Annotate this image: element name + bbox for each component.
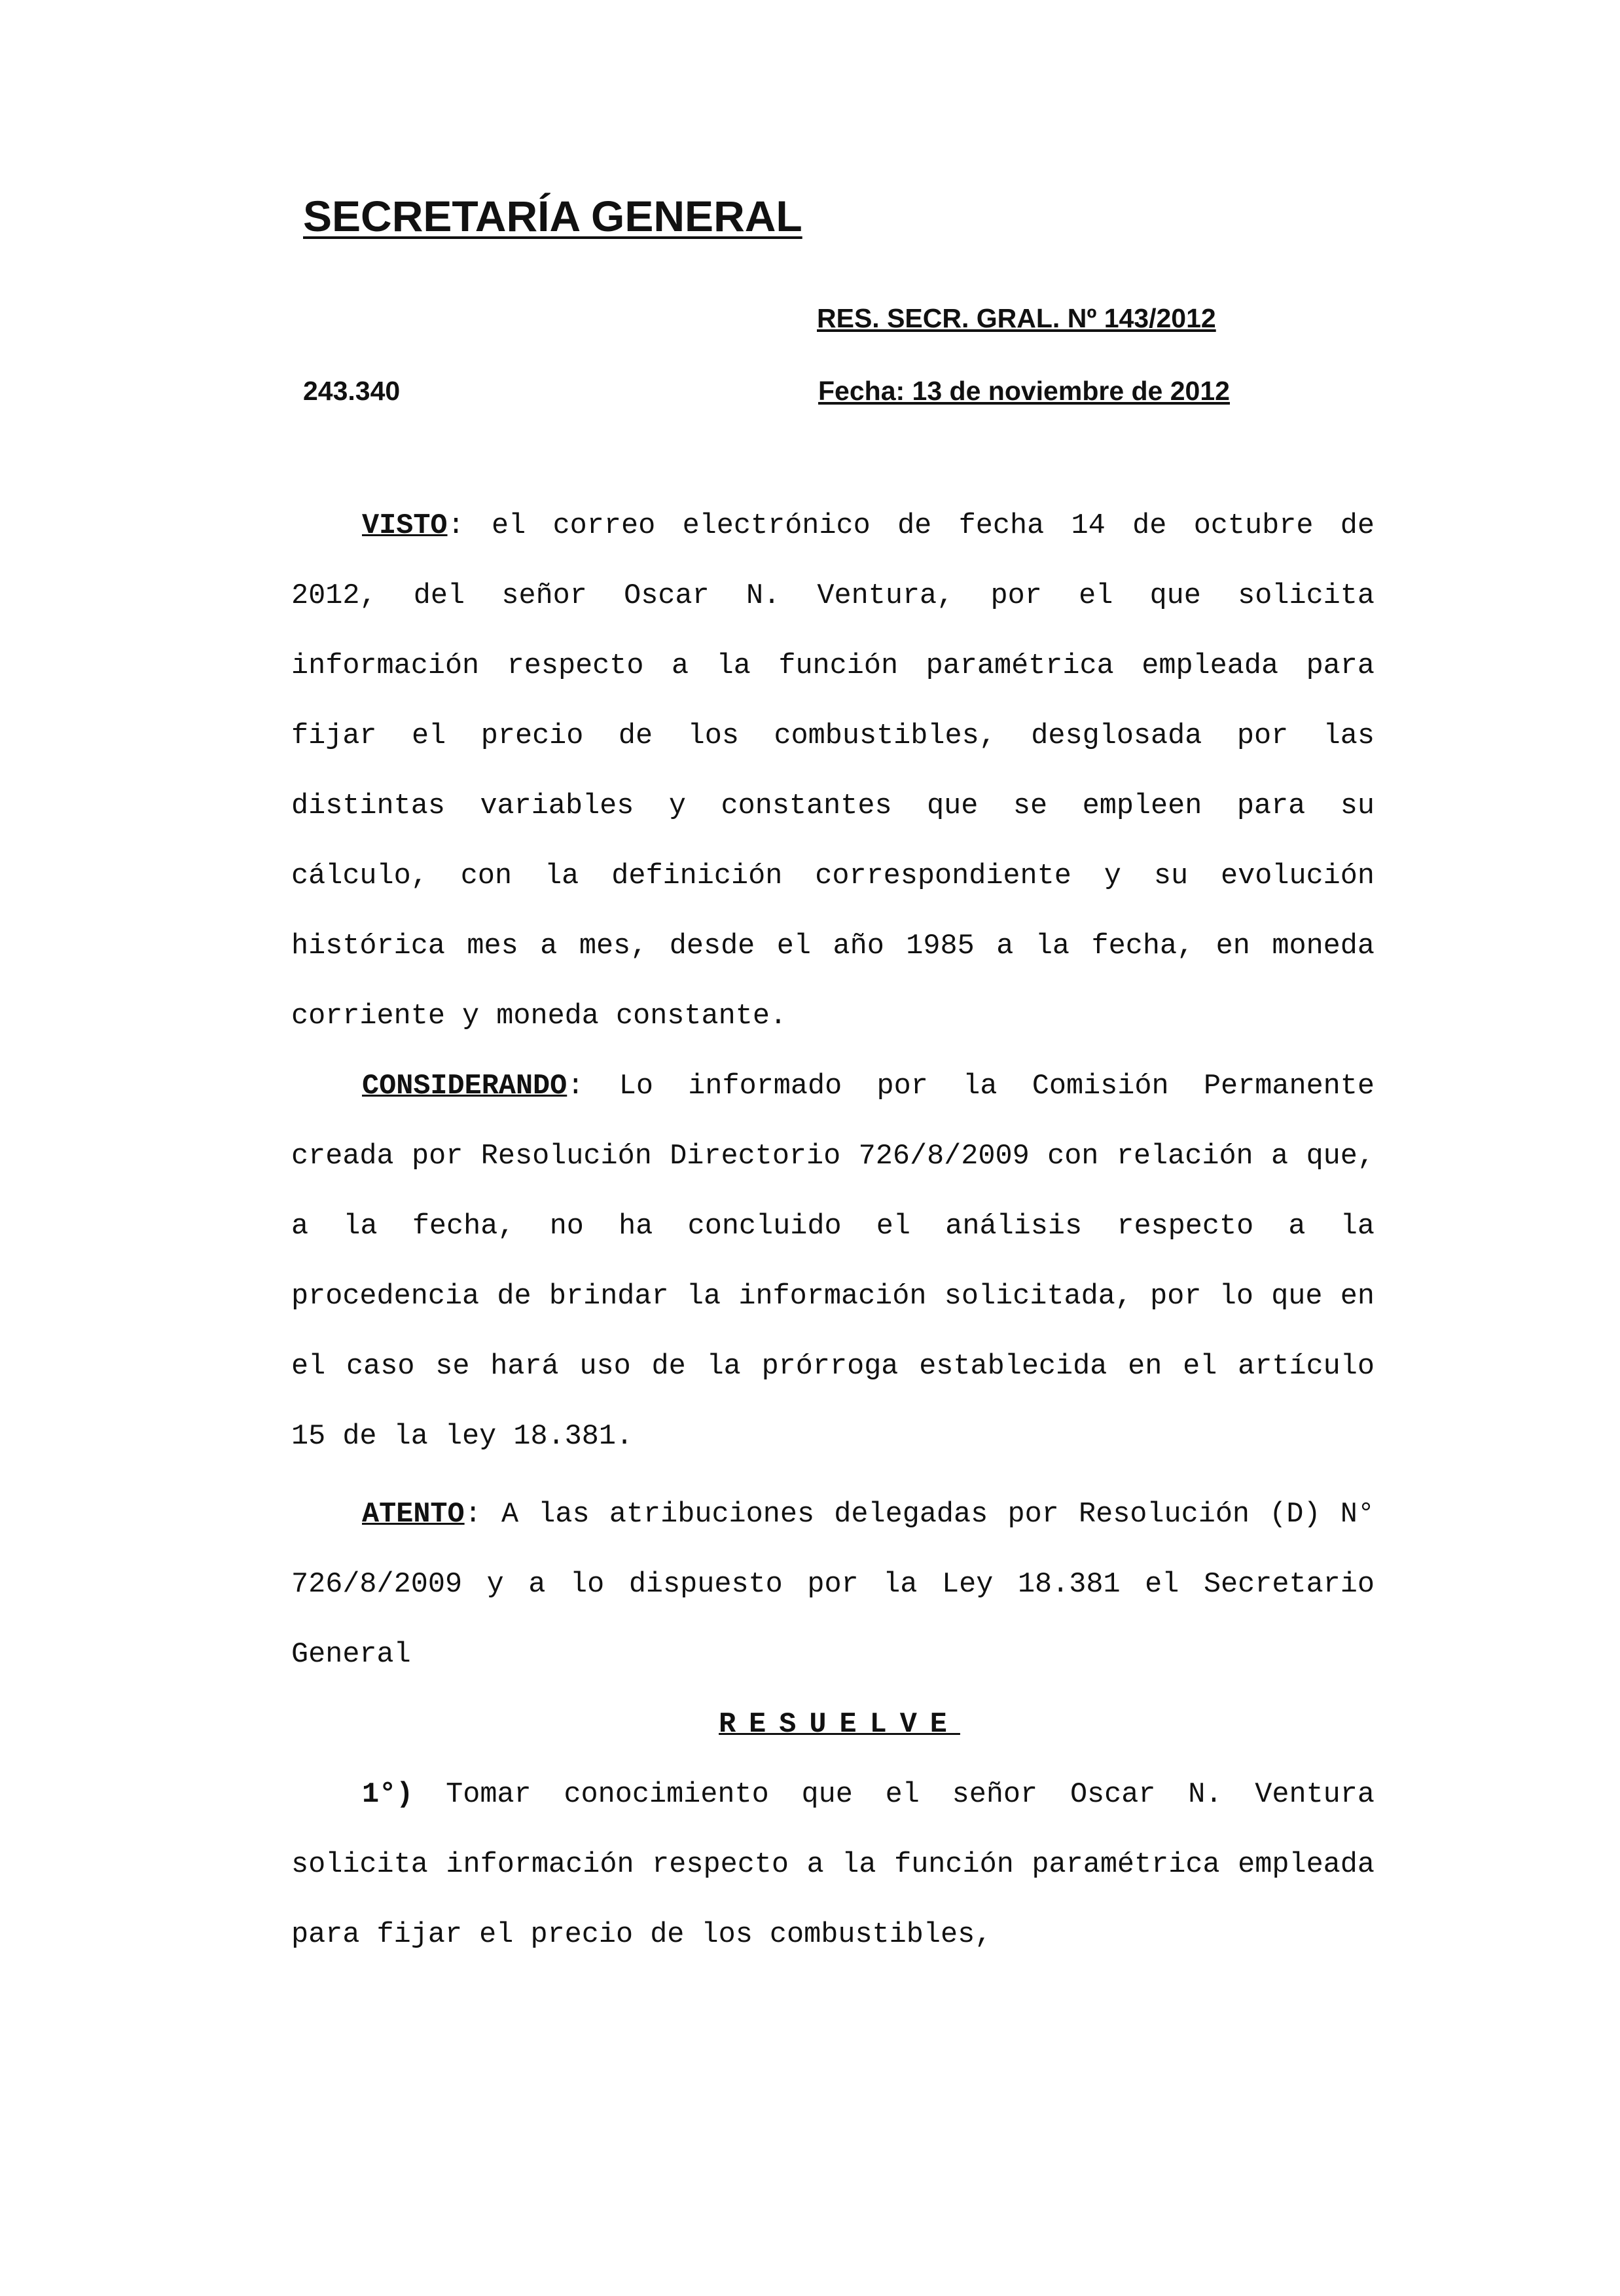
resolution-date: Fecha: 13 de noviembre de 2012 — [818, 376, 1230, 406]
resolution-number: RES. SECR. GRAL. Nº 143/2012 — [817, 303, 1216, 333]
resolution-item-1 — [291, 1760, 1375, 1970]
considerando-label: CONSIDERANDO — [362, 1070, 567, 1102]
item1-number: 1°) — [362, 1779, 414, 1811]
considerando-paragraph — [291, 1051, 1375, 1472]
resuelve-heading: RESUELVE — [719, 1709, 960, 1741]
file-number: 243.340 — [303, 376, 401, 406]
item1-text: Tomar conocimiento que el señor Oscar N. Ventura solicita información respecto a la función paramétrica empleada para fijar el precio de los combustibles, — [291, 1779, 1375, 1951]
office-title: SECRETARÍA GENERAL — [303, 192, 802, 240]
document-body — [291, 491, 1375, 1970]
considerando-text: : Lo informado por la Comisión Permanente creada por Resolución Directorio 726/8/2009 con relación a que, a la fecha, no ha concluido el análisis respecto a la procedencia de brindar la información solicitada, por lo que en el caso se hará uso de la prórroga establecida en el artículo 15 de la ley 18.381. — [291, 1070, 1375, 1453]
atento-label: ATENTO — [362, 1499, 465, 1531]
visto-label: VISTO — [362, 510, 448, 542]
visto-text: : el correo electrónico de fecha 14 de octubre de 2012, del señor Oscar N. Ventura, por el que solicita información respecto a la función paramétrica empleada para fijar el precio de los combustibles, desglosada por las distintas variables y constantes que se empleen para su cálculo, con la definición correspondiente y su evolución histórica mes a mes, desde el año 1985 a la fecha, en moneda corriente y moneda constante. — [291, 510, 1375, 1032]
atento-text: : A las atribuciones delegadas por Resolución (D) N° 726/8/2009 y a lo dispuesto por la Ley 18.381 el Secretario General — [291, 1499, 1375, 1671]
visto-paragraph — [291, 491, 1375, 1051]
atento-paragraph — [291, 1480, 1375, 1690]
